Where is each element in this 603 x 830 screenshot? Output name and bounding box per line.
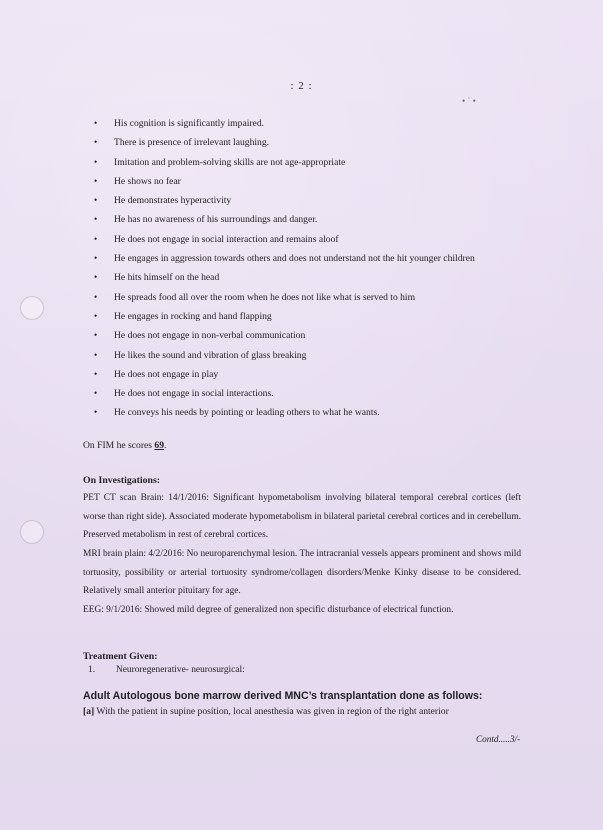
symptom-text: He hits himself on the head	[114, 272, 220, 284]
fim-score-line	[83, 440, 166, 451]
symptom-item	[92, 403, 562, 422]
bullet-icon: •	[94, 330, 98, 341]
bullet-icon: •	[94, 156, 98, 167]
fim-score-value: 69	[154, 440, 165, 451]
eeg-finding: EEG: 9/1/2016: Showed mild degree of generalized non specific disturbance of electrical function.	[83, 605, 454, 615]
symptom-text: He shows no fear	[114, 175, 181, 187]
symptom-text: There is presence of irrelevant laughing.	[114, 137, 270, 149]
symptom-text: He engages in rocking and hand flapping	[114, 310, 272, 322]
symptom-text: He demonstrates hyperactivity	[114, 195, 232, 207]
bullet-icon: •	[94, 214, 98, 225]
symptom-text: He does not engage in social interactions.	[114, 388, 274, 400]
bullet-icon: •	[94, 175, 98, 186]
symptom-item	[92, 172, 562, 191]
bullet-icon: •	[94, 291, 98, 302]
bullet-icon: •	[94, 233, 98, 244]
symptom-text: He engages in aggression towards others and does not understand not the hit younger children	[114, 253, 475, 265]
bullet-icon: •	[94, 253, 98, 264]
bullet-icon: •	[94, 310, 98, 321]
fim-suffix: .	[164, 440, 167, 451]
fim-prefix: On FIM he scores	[83, 440, 155, 451]
symptom-item	[92, 365, 562, 384]
pet-ct-finding: PET CT scan Brain: 14/1/2016: Significant hypometabolism involving bilateral temporal cerebral cortices (left worse than right side). Associated moderate hypometabolism in bilateral parietal cerebral cortices and in cerebellum. Preserved metabolism in rest of cerebral cortices.	[83, 493, 521, 540]
procedure-heading: Adult Autologous bone marrow derived MNC’s transplantation done as follows:	[83, 690, 483, 702]
symptom-text: He does not engage in non-verbal communication	[114, 330, 306, 342]
symptom-text: He likes the sound and vibration of glass breaking	[114, 349, 307, 361]
symptom-item	[92, 230, 562, 249]
symptom-text: His cognition is significantly impaired.	[114, 118, 265, 129]
symptom-item	[92, 384, 562, 403]
symptom-list	[92, 114, 562, 423]
procedure-step-text: With the patient in supine position, local anesthesia was given in region of the right anterior	[94, 706, 449, 717]
symptom-text: He conveys his needs by pointing or leading others to what he wants.	[114, 407, 380, 419]
symptom-item	[92, 153, 562, 172]
symptom-item	[92, 288, 562, 307]
treatment-heading: Treatment Given:	[83, 651, 158, 662]
punch-hole-mark	[20, 296, 44, 320]
symptom-text: He does not engage in social interaction and remains aloof	[114, 233, 339, 245]
bullet-icon: •	[94, 368, 98, 379]
bullet-icon: •	[94, 137, 98, 148]
bullet-icon: •	[94, 272, 98, 283]
symptom-item	[92, 249, 562, 268]
bullet-icon: •	[94, 407, 98, 418]
symptom-item	[92, 326, 562, 345]
page-number: : 2 :	[290, 80, 313, 92]
symptom-item	[92, 268, 562, 287]
symptom-item	[92, 210, 562, 229]
bullet-icon: •	[94, 388, 98, 399]
treatment-item	[88, 665, 245, 675]
continued-note: Contd.....3/-	[476, 734, 521, 744]
bullet-icon: •	[94, 195, 98, 206]
treatment-item-text: Neuroregenerative- neurosurgical:	[116, 665, 245, 675]
symptom-item	[92, 191, 562, 210]
investigations-heading: On Investigations:	[83, 475, 161, 486]
symptom-item	[92, 346, 562, 365]
symptom-item	[92, 133, 562, 152]
procedure-step-label: [a]	[83, 706, 95, 717]
symptom-text: He spreads food all over the room when he does not like what is served to him	[114, 291, 416, 303]
procedure-step-a	[83, 706, 543, 717]
punch-hole-mark	[20, 520, 44, 544]
treatment-item-number: 1.	[88, 665, 96, 675]
symptom-text: Imitation and problem-solving skills are not age-appropriate	[114, 156, 346, 168]
symptom-item	[92, 307, 562, 326]
bullet-icon: •	[94, 118, 98, 128]
symptom-text: He has no awareness of his surroundings and danger.	[114, 214, 318, 226]
symptom-item	[92, 114, 562, 133]
scan-specks: • ˙ •	[462, 96, 476, 106]
bullet-icon: •	[94, 349, 98, 360]
symptom-text: He does not engage in play	[114, 368, 219, 380]
mri-finding: MRI brain plain: 4/2/2016: No neuroparenchymal lesion. The intracranial vessels appears prominent and shows mild tortuosity, possibility or arterial tortuosity syndrome/collagen disorders/Menke Kinky disease to be considered. Relatively small anterior pituitary for age.	[83, 549, 522, 596]
